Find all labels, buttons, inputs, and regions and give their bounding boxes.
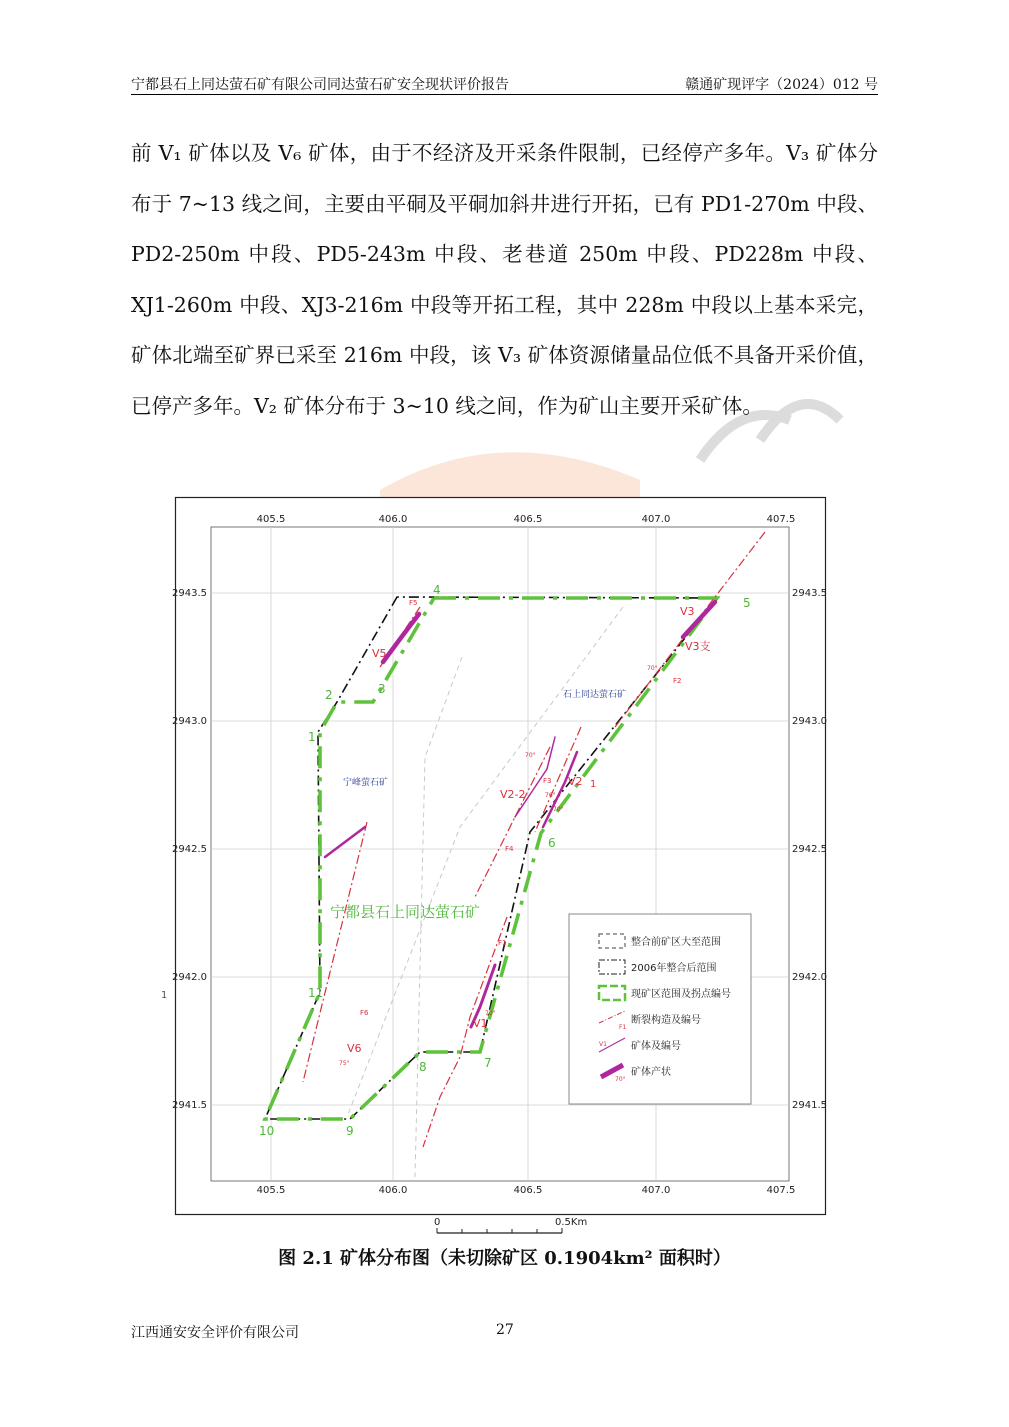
y-tick-label-right: 2941.5 — [792, 1100, 827, 1111]
dip-v2: 70° — [553, 806, 564, 813]
corner-point-3: 3 — [378, 682, 386, 696]
dip-v6: 75° — [339, 1060, 350, 1067]
legend-icon-fault-label: F1 — [619, 1024, 627, 1031]
y-tick-label-right: 2942.5 — [792, 844, 827, 855]
stray-mark-left: 1 — [161, 990, 168, 1001]
fault-f2-label: F2 — [673, 677, 682, 685]
fault-f6-label: F6 — [360, 1009, 369, 1017]
orebody-v2-2-label: V2-2 — [500, 788, 526, 801]
orebody-map — [161, 497, 827, 1215]
corner-point-8: 8 — [419, 1060, 427, 1074]
fault-f1-label: F1 — [498, 939, 507, 947]
legend-item-current-area: 现矿区范围及拐点编号 — [631, 989, 731, 1000]
y-tick-label-left: 2942.5 — [172, 844, 207, 855]
y-tick-label-left: 2941.5 — [172, 1100, 207, 1111]
x-tick-label-top: 406.0 — [378, 514, 408, 525]
y-tick-label-right: 2942.0 — [792, 972, 827, 983]
y-tick-label-right: 2943.5 — [792, 588, 827, 599]
corner-point-4: 4 — [433, 583, 441, 597]
footer-company: 江西通安安全评价有限公司 — [131, 1325, 299, 1341]
corner-point-11: 11 — [308, 986, 324, 1000]
map-legend — [569, 914, 751, 1104]
legend-item-2006-area: 2006年整合后范围 — [631, 963, 717, 974]
y-tick-label-left: 2942.0 — [172, 972, 207, 983]
fault-f5-label: F5 — [409, 599, 418, 607]
orebody-v5-label: V5 — [372, 647, 387, 660]
x-tick-label-top: 406.5 — [513, 514, 543, 525]
orebody-v2-label: V2 — [568, 775, 583, 788]
dip-v3: 70° — [647, 665, 658, 672]
x-tick-label-bottom: 406.5 — [513, 1185, 543, 1196]
scale-end: 0.5Km — [555, 1217, 588, 1228]
dip-v1: 70° — [485, 1010, 496, 1017]
stray-mark-v2: 1 — [590, 779, 597, 790]
legend-item-dip: 矿体产状 — [631, 1067, 671, 1078]
x-tick-label-bottom: 407.0 — [641, 1185, 671, 1196]
x-tick-label-bottom: 406.0 — [378, 1185, 408, 1196]
scale-start: 0 — [434, 1217, 441, 1228]
x-tick-label-bottom: 405.5 — [256, 1185, 286, 1196]
body-paragraph: 前 V₁ 矿体以及 V₆ 矿体，由于不经济及开采条件限制，已经停产多年。V₃ 矿体分布于 7~13 线之间，主要由平硐及平硐加斜井进行开拓，已有 PD1-270m 中段、PD2-250m 中段、PD5-243m 中段、老巷道 250m 中段、PD228m 中段、XJ1-260m 中段、XJ3-216m 中段等开拓工程，其中 228m 中段以上基本采完，矿体北端至矿界已采至 216m 中段，该 V₃ 矿体资源储量品位低不具备开采价值，已停产多年。V₂ 矿体分布于 3~10 线之间，作为矿山主要开采矿体。 — [131, 141, 878, 418]
corner-point-6: 6 — [548, 836, 556, 850]
legend-item-orebody: 矿体及编号 — [631, 1041, 681, 1052]
scale-bar — [425, 1214, 595, 1238]
orebody-v1-label: V1 — [473, 1017, 488, 1030]
x-tick-label-top: 407.0 — [641, 514, 671, 525]
dip-v2-north: 70° — [525, 752, 536, 759]
y-tick-label-left: 2943.5 — [172, 588, 207, 599]
orebody-v6-label: V6 — [347, 1042, 362, 1055]
dip-v2-2: 76° — [545, 792, 556, 799]
area-label-ningfeng: 宁峰萤石矿 — [343, 778, 389, 788]
figure-caption: 图 2.1 矿体分布图（未切除矿区 0.1904km² 面积时） — [278, 1248, 731, 1269]
area-label-main: 宁都县石上同达萤石矿 — [330, 903, 481, 921]
legend-item-old-area: 整合前矿区大至范围 — [631, 937, 721, 948]
body-text — [131, 128, 878, 431]
page-header — [131, 72, 878, 95]
corner-point-10: 10 — [259, 1124, 275, 1138]
legend-icon-dip-label: 70° — [615, 1076, 626, 1083]
y-tick-label-left: 2943.0 — [172, 716, 207, 727]
x-tick-label-bottom: 407.5 — [766, 1185, 796, 1196]
legend-icon-orebody-label: V1 — [599, 1041, 607, 1048]
y-tick-label-right: 2943.0 — [792, 716, 827, 727]
corner-point-1: 1 — [308, 730, 316, 744]
area-label-shishang: 石上同达萤石矿 — [563, 690, 627, 700]
x-tick-label-top: 405.5 — [256, 514, 286, 525]
legend-item-fault: 断裂构造及编号 — [631, 1015, 701, 1026]
corner-point-5: 5 — [743, 596, 751, 610]
fault-f4-label: F4 — [505, 845, 514, 853]
corner-point-9: 9 — [346, 1124, 354, 1138]
map-frame — [176, 498, 826, 1215]
x-tick-label-top: 407.5 — [766, 514, 796, 525]
header-right: 赣通矿现评字（2024）012 号 — [685, 77, 878, 93]
corner-point-7: 7 — [484, 1056, 492, 1070]
fault-f3-label: F3 — [543, 777, 552, 785]
orebody-v3-branch-label: V3支 — [685, 640, 711, 653]
corner-point-2: 2 — [325, 688, 333, 702]
header-left: 宁都县石上同达萤石矿有限公司同达萤石矿安全现状评价报告 — [131, 77, 509, 93]
page-number: 27 — [496, 1322, 514, 1338]
orebody-v3-label: V3 — [680, 605, 695, 618]
